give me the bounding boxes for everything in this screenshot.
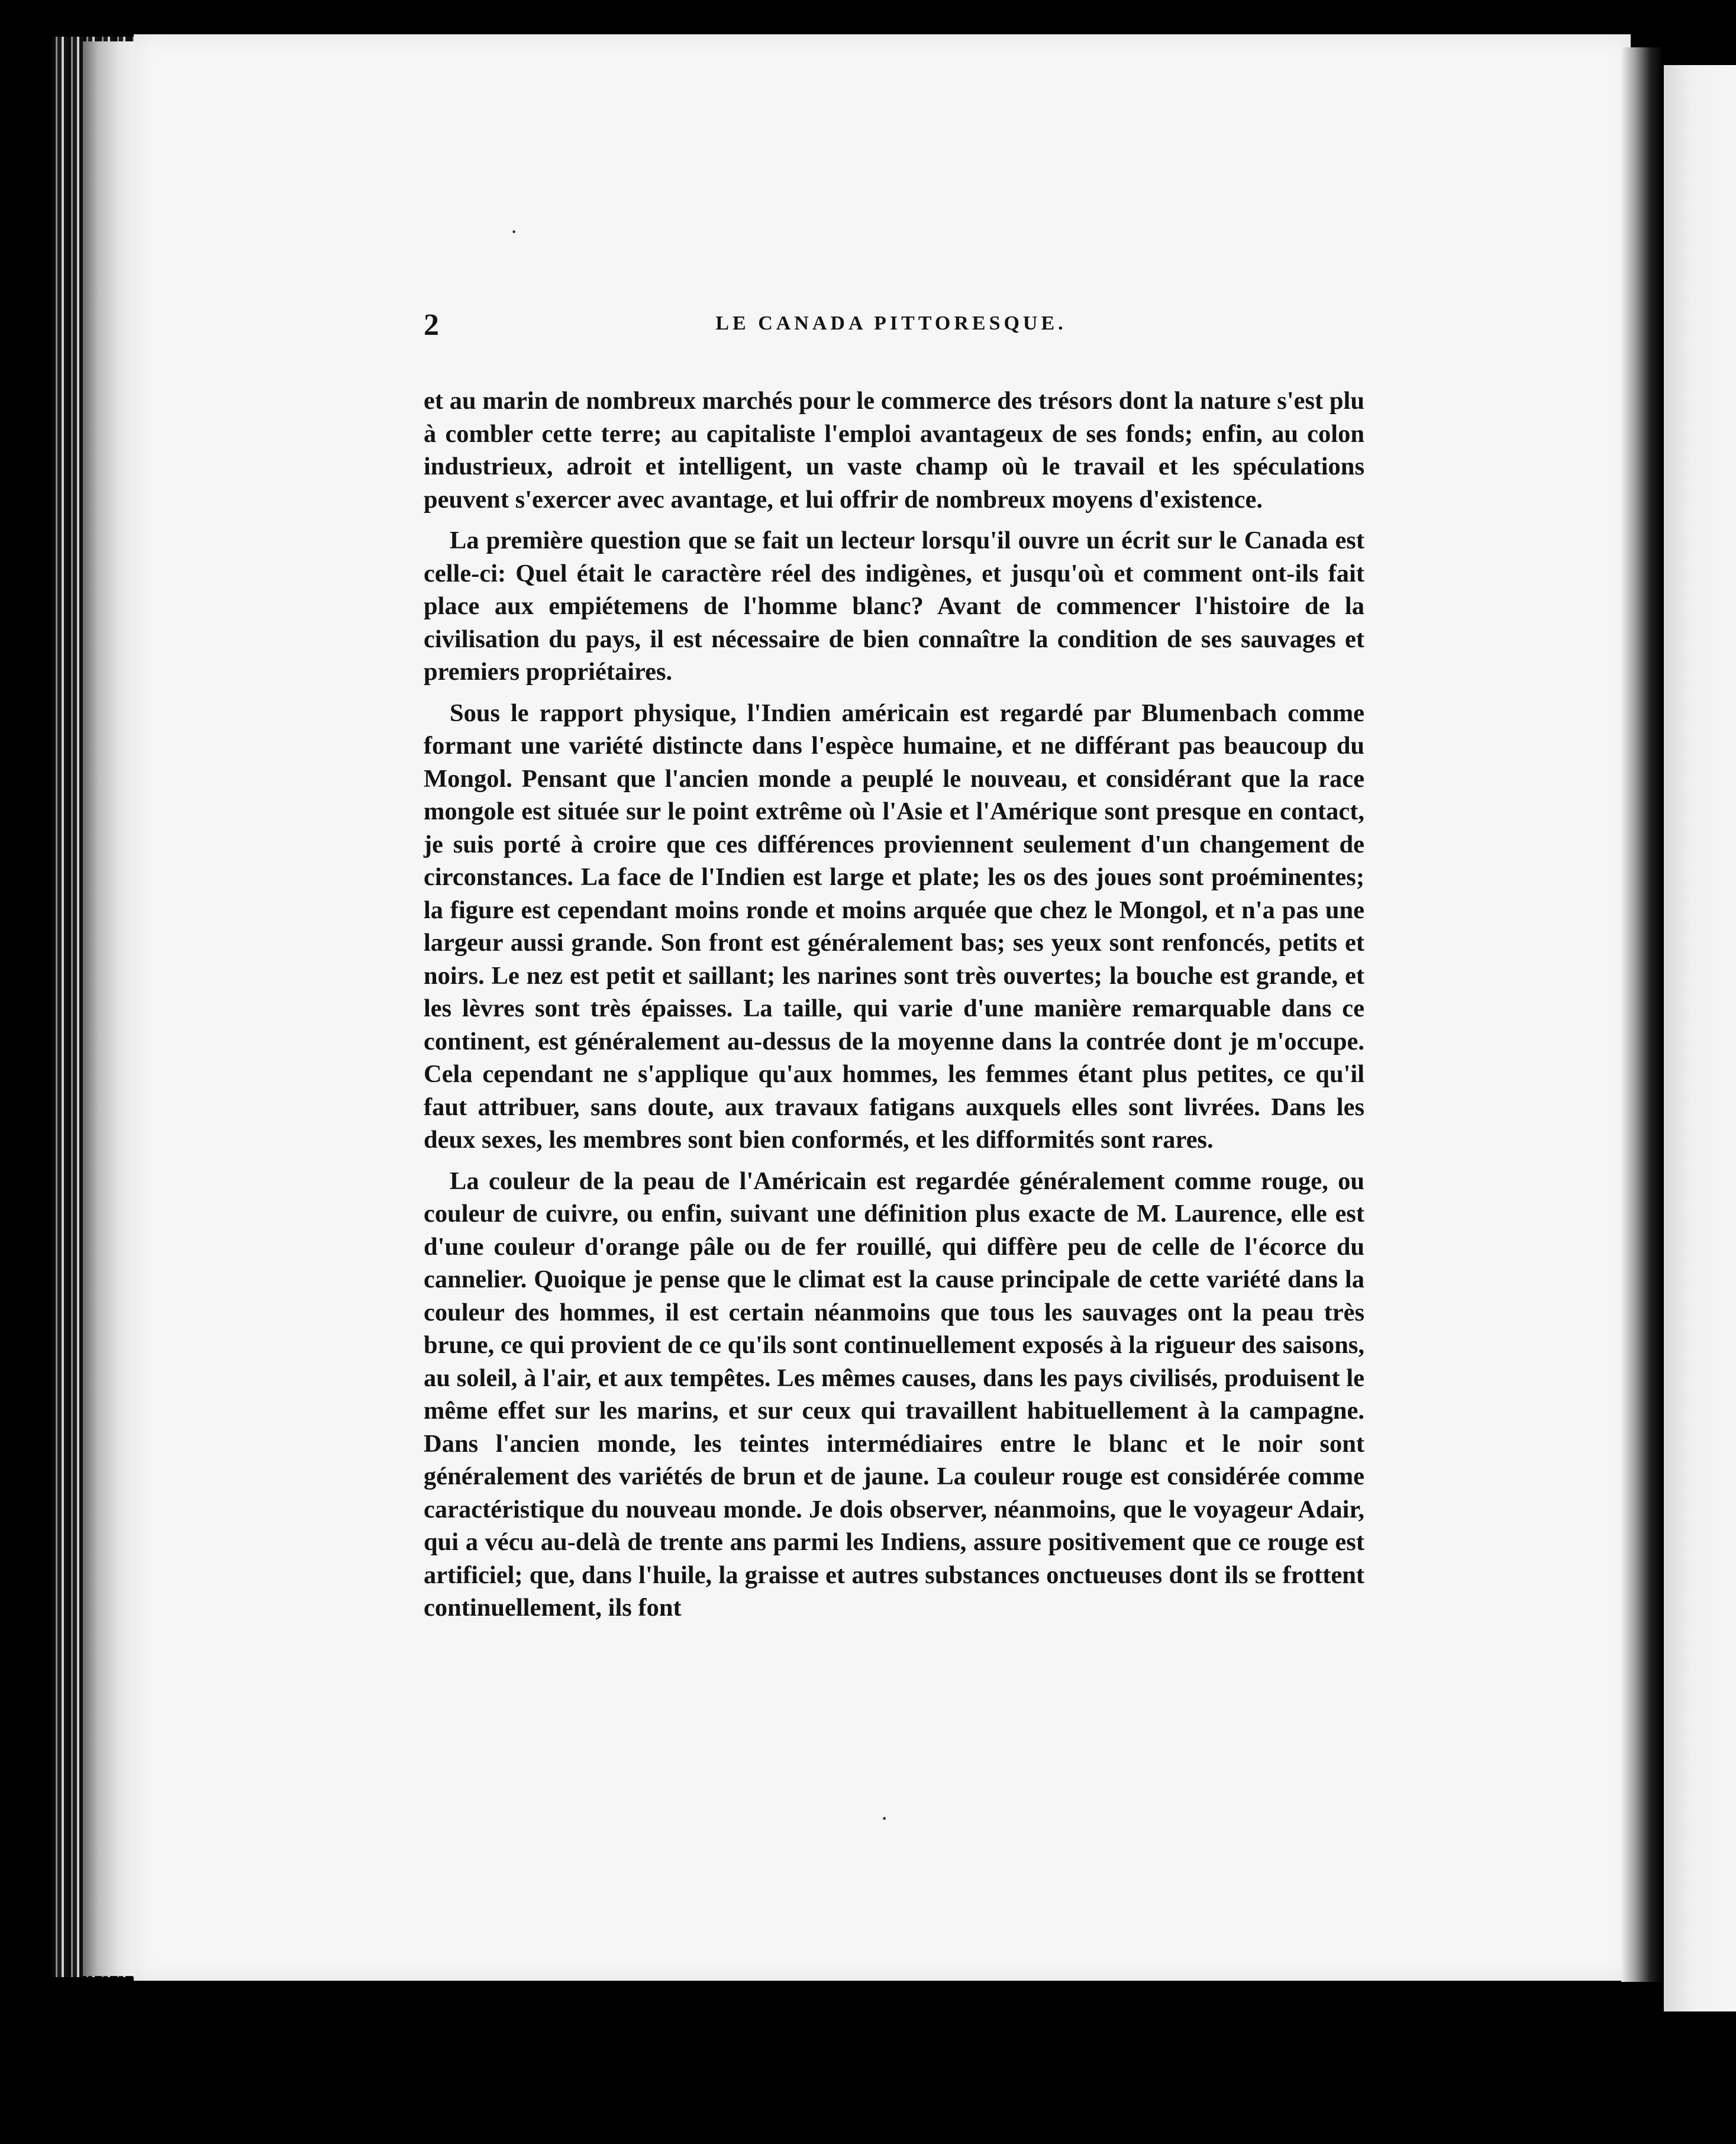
paragraph: Sous le rapport physique, l'Indien américain est regardé par Blumenbach comme formant une variété distincte dans l'espèce humaine, et ne différant pas beaucoup du Mongol. Pensant que l'ancien monde a peuplé le nouveau, et considérant que la race mongole est située sur le point extrême où l'Asie et l'Amérique sont presque en contact, je suis porté à croire que ces différences proviennent seulement d'un changement de circonstances. La face de l'Indien est large et plate; les os des joues sont proéminentes; la figure est cependant moins ronde et moins arquée que chez le Mongol, et n'a pas une largeur aussi grande. Son front est généralement bas; ses yeux sont renfoncés, petits et noirs. Le nez est petit et saillant; les narines sont très ouvertes; la bouche est grande, et les lèvres sont très épaisses. La taille, qui varie d'une manière remarquable dans ce continent, est généralement au-dessus de la moyenne dans la contrée dont je m'occupe. Cela cependant ne s'applique qu'aux hommes, les femmes étant plus petites, ce qu'il faut attribuer, sans doute, aux travaux fatigans auxquels elles sont livrées. Dans les deux sexes, les membres sont bien conformés, et les difformités sont rares. (424, 699, 1364, 1154)
page-number: 2 (424, 308, 439, 342)
speck-mark: · (510, 218, 518, 245)
paragraph: La couleur de la peau de l'Américain est regardée généralement comme rouge, ou couleur de cuivre, ou enfin, suivant une définition plus exacte de M. Laurence, elle est d'une couleur d'orange pâle ou de fer rouillé, qui diffère peu de celle de l'écorce du cannelier. Quoique je pense que le climat est la cause principale de cette variété dans la couleur des hommes, il est certain néanmoins que tous les sauvages ont la peau très brune, ce qui provient de ce qu'ils sont continuellement exposés à la rigueur des saisons, au soleil, à l'air, et aux tempêtes. Les mêmes causes, dans les pays civilisés, produisent le même effet sur les marins, et sur ceux qui travaillent habituellement à la campagne. Dans l'ancien monde, les teintes intermédiaires entre le blanc et le noir sont généralement des variétés de brun et de jaune. La couleur rouge est considérée comme caractéristique du nouveau monde. Je dois observer, néanmoins, que le voyageur Adair, qui a vécu au-delà de trente ans parmi les Indiens, assure positivement que ce rouge est artificiel; que, dans l'huile, la graisse et autres substances onctueuses dont ils se frottent continuellement, ils font (424, 1167, 1364, 1622)
running-title: LE CANADA PITTORESQUE. (715, 312, 1067, 334)
speck-mark: · (880, 1805, 889, 1832)
facing-page-edge (1664, 65, 1736, 2011)
paragraph: La première question que se fait un lecteur lorsqu'il ouvre un écrit sur le Canada est celle-ci: Quel était le caractère réel des indigènes, et jusqu'où et comment ont-ils fait place aux empiétemens de l'homme blanc? Avant de commencer l'histoire de la civilisation du pays, il est nécessaire de bien connaître la condition de ses sauvages et premiers propriétaires. (424, 527, 1364, 686)
body-text (424, 385, 1364, 1633)
book-gutter (1621, 47, 1663, 1982)
paragraph: et au marin de nombreux marchés pour le commerce des trésors dont la nature s'est plu à combler cette terre; au capitaliste l'emploi avantageux de ses fonds; enfin, au colon industrieux, adroit et intelligent, un vaste champ où le travail et les spéculations peuvent s'exercer avec avantage, et lui offrir de nombreux moyens d'existence. (424, 387, 1364, 514)
book-page-edges-highlight (83, 41, 136, 1976)
page-header (424, 308, 1359, 349)
